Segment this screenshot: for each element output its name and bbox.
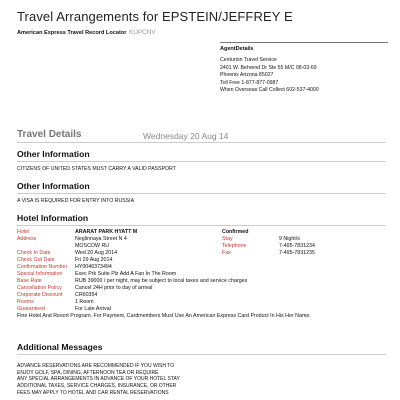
- additional-message-line: ENJOY GOLF, SPA, DINING, AFTERNOON TEA OR REQUIRE: [17, 369, 159, 376]
- agent-details: [220, 42, 388, 95]
- check-out-date: Fri 29 Aug 2014: [75, 257, 113, 263]
- other-information-heading: Other Information: [17, 181, 386, 194]
- record-locator-code: KUPCNV: [129, 29, 156, 36]
- agent-details-heading: AgentDetails: [220, 46, 254, 52]
- cancellation-label: Cancellation Policy: [17, 285, 62, 291]
- check-out-label: Check Out Date: [17, 257, 55, 263]
- additional-message-line: ANY SPECIAL ARRANGEMENTS IN ADVANCE OF YOUR HOTEL STAY: [17, 376, 180, 383]
- rooms: 1 Room: [75, 299, 94, 305]
- additional-messages: [17, 363, 180, 397]
- hotel-label: Hotel: [17, 229, 30, 235]
- cancellation-policy: Cancel 24H prior to day of arrival: [75, 285, 153, 291]
- base-rate-label: Base Rate: [17, 278, 42, 284]
- additional-message-line: ADDITIONAL TAXES, SERVICE CHARGES, INSURANCE, OR OTHER: [17, 383, 177, 390]
- hotel-information-heading: Hotel Information: [17, 213, 386, 226]
- special-info: Exec Prk Suite Plz Add A Fan In The Room: [75, 271, 177, 277]
- record-locator-label: American Express Travel Record Locator: [17, 30, 127, 36]
- other-information-heading: Other Information: [17, 149, 386, 162]
- check-in-date: Wed 20 Aug 2014: [75, 250, 118, 256]
- fine-hotel-program-note: Fine Hotel And Resort Program. For Payment, Cardmembers Must Use An American Express Card Product In His Her Name.: [17, 313, 311, 319]
- passport-notice: CITIZENS OF UNITED STATES MUST CARRY A VALID PASSPORT: [17, 166, 176, 172]
- fax-label: Fax: [222, 250, 231, 256]
- additional-message-line: ADVANCE RESERVATIONS ARE RECOMMENDED IF YOU WISH TO: [17, 363, 175, 369]
- travel-date: Wednesday 20 Aug 14: [143, 131, 229, 141]
- record-locator: [17, 29, 156, 36]
- stay-label: Stay: [222, 236, 233, 242]
- address-line-1: Neglinnaya Street N 4: [75, 236, 127, 242]
- additional-message-line: FEES MAY APPLY TO HOTEL AND CAR RENTAL RESERVATIONS: [17, 389, 169, 396]
- telephone-label: Telephone: [222, 243, 247, 249]
- confirmed-status: Confirmed: [222, 229, 249, 235]
- agent-line: Toll Free 1-877-877-0987: [220, 79, 279, 86]
- address-line-2: MOSCOW RU: [75, 243, 110, 249]
- address-label: Address: [17, 236, 37, 242]
- travel-details-header: [17, 128, 386, 143]
- fax: 7-495-7831235: [279, 250, 315, 256]
- travel-details-title: Travel Details: [17, 129, 82, 140]
- hotel-name: ARARAT PARK HYATT M: [75, 229, 138, 235]
- corporate-discount: CR60354: [75, 292, 98, 298]
- confirmation-label: Confirmation Number: [17, 264, 68, 270]
- rooms-label: Rooms: [17, 299, 34, 305]
- additional-messages-heading: Additional Messages: [17, 342, 386, 355]
- agent-line: When Overseas Call Collect 602-537-4000: [220, 87, 319, 94]
- stay-length: 9 Night/s: [279, 236, 300, 242]
- special-info-label: Special Information: [17, 271, 63, 277]
- telephone: 7-495-7831234: [279, 243, 315, 249]
- guaranteed: For Late Arrival: [75, 306, 111, 312]
- agent-line: Phoenix Arizona 85027: [220, 72, 274, 79]
- corporate-discount-label: Corporate Discount: [17, 292, 63, 298]
- confirmation-number: HY0046373494: [75, 264, 112, 270]
- visa-notice: A VISA IS REQUIRED FOR ENTRY INTO RUSSIA: [17, 198, 135, 204]
- page-title: Travel Arrangements for EPSTEIN/JEFFREY E: [17, 9, 293, 24]
- check-in-label: Check In Date: [17, 250, 51, 256]
- base-rate: RUB 39000 / per night, may be subject to local taxes and service charges: [75, 278, 248, 284]
- agent-line: Centurion Travel Service: [220, 57, 277, 63]
- guaranteed-label: Guaranteed: [17, 306, 45, 312]
- agent-line: 2401 W. Behrend Dr Ste 55 M/C 08-03-69: [220, 64, 317, 71]
